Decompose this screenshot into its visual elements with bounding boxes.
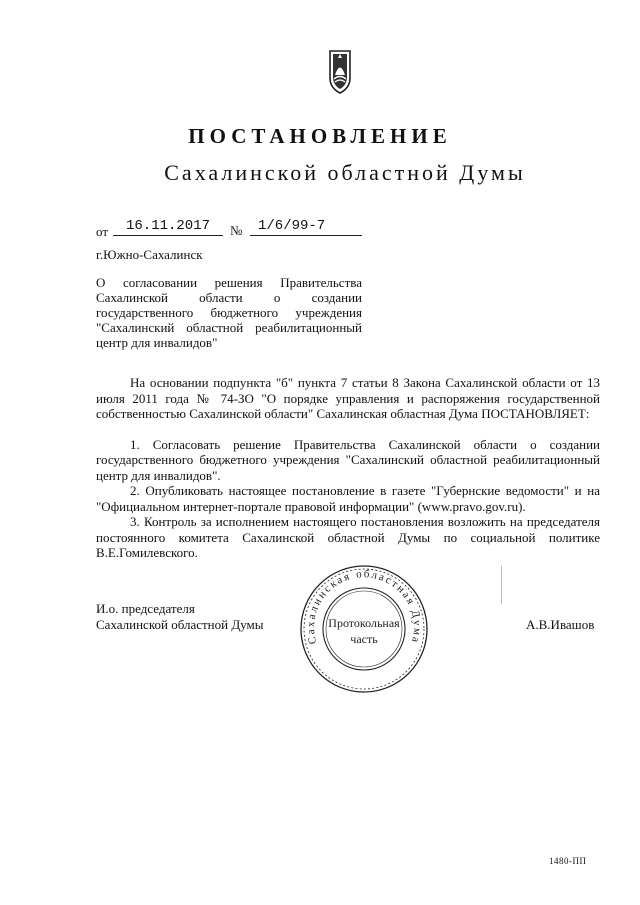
item-2-paragraph: 2. Опубликовать настоящее постановление в газете "Губернские ведомости" и на "Официальном интернет-портале правовой информации" (www.pravo.gov.ru). — [96, 483, 600, 514]
margin-mark — [501, 566, 502, 604]
item-1-paragraph: 1. Согласовать решение Правительства Сахалинской области о создании государственного бюджетного учреждения "Сахалинский областной реабилитационный центр для инвалидов". — [96, 436, 600, 483]
intro-paragraph: На основании подпункта "б" пункта 7 статьи 8 Закона Сахалинской области от 13 июля 2011 года № 74-ЗО "О порядке управления и распоряжения государственной собственностью Сахалинской области" Сахалинская областная Дума ПОСТАНОВЛЯЕТ: — [96, 375, 600, 421]
number-prefix: № — [230, 223, 243, 238]
coat-of-arms-icon — [326, 48, 354, 96]
signer-name: А.В.Ивашов — [526, 617, 595, 632]
document-number: 1/6/99-7 — [250, 218, 362, 236]
subject-line: государственного бюджетного учреждения — [96, 305, 362, 320]
subject-line: "Сахалинский областной реабилитационный — [96, 320, 362, 335]
item-3-paragraph: 3. Контроль за исполнением настоящего постановления возложить на председателя постоянного комитета Сахалинской областной Думы по социальной политике В.Е.Гомилевского. — [96, 514, 600, 560]
official-stamp — [296, 565, 432, 693]
stamp-center-line-1: Протокольная — [328, 616, 400, 630]
document-code: 1480-ПП — [549, 856, 587, 866]
document-body — [96, 375, 600, 561]
stamp-center-line-2: часть — [350, 632, 378, 646]
issuer-name: Сахалинской областной Думы — [164, 160, 526, 185]
stamp-ring-text: Сахалинская областная Дума — [304, 568, 424, 646]
subject-line: Сахалинской области о создании — [96, 290, 362, 305]
date-prefix: от — [96, 224, 109, 239]
signer-title-line-2: Сахалинской областной Думы — [96, 617, 264, 632]
signer-title — [96, 601, 264, 633]
city: г.Южно-Сахалинск — [96, 247, 203, 262]
document-title: ПОСТАНОВЛЕНИЕ — [188, 124, 452, 148]
document-date: 16.11.2017 — [113, 218, 223, 236]
document-subject — [96, 275, 362, 350]
signer-title-line-1: И.о. председателя — [96, 601, 195, 616]
subject-line: О согласовании решения Правительства — [96, 275, 362, 290]
subject-line: центр для инвалидов" — [96, 335, 218, 350]
